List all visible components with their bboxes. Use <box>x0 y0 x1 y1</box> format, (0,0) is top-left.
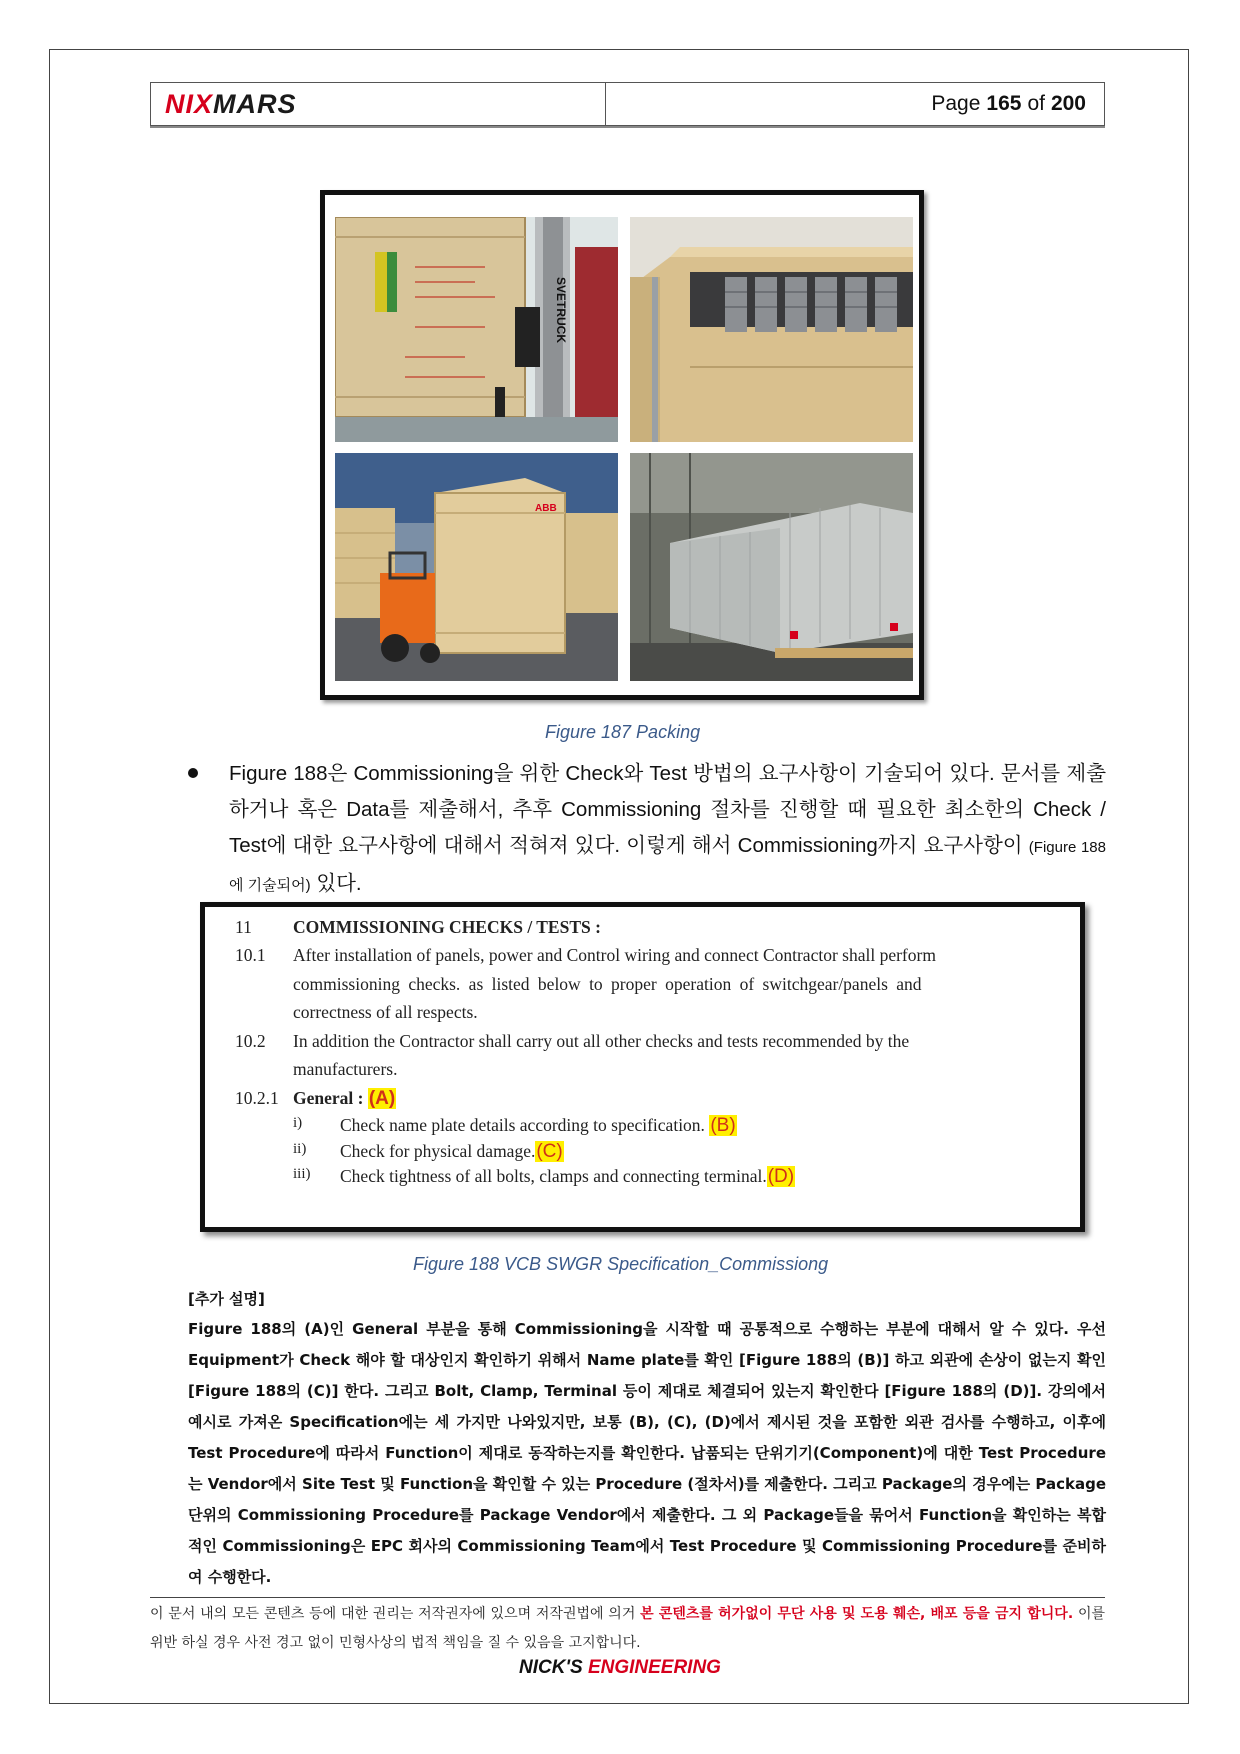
spec-item-ii-text: Check for physical damage. <box>340 1141 536 1161</box>
tag-d: (D) <box>767 1166 795 1187</box>
bullet-tail-text: 있다. <box>316 872 362 895</box>
bullet-main-text: Figure 188은 Commissioning을 위한 Check와 Test 방법의 요구사항이 기술되어 있다. 문서를 제출하거나 혹은 Data를 제출해서, 추후 Commissioning 절차를 진행할 때 필요한 최소한의 Check / Test에 대한 요구사항에 대해서 적혀져 있다. 이렇게 해서 Commissioning까지 요구사항이 <box>229 762 1106 857</box>
spec-10-1-line2: commissioning checks. as listed below to proper operation of switchgear/panels and <box>293 974 922 994</box>
figure-188-spec <box>200 902 1085 1232</box>
header-underline <box>150 126 1105 128</box>
spec-num-10-2-1: 10.2.1 <box>235 1088 279 1108</box>
footer-rule <box>150 1597 1105 1598</box>
truck-label: SVETRUCK <box>554 277 568 344</box>
photo-crate-forklift <box>335 217 618 442</box>
bullet-text <box>229 756 1106 904</box>
footer-nick: NICK'S <box>519 1657 583 1678</box>
notice-part1: 이 문서 내의 모든 콘텐츠 등에 대한 권리는 저작권자에 있으며 저작권법에 의거 <box>150 1606 636 1622</box>
footer-engineering: ENGINEERING <box>587 1657 721 1678</box>
page-prefix: Page <box>931 92 981 115</box>
spec-item-iii <box>340 1166 795 1188</box>
spec-heading: COMMISSIONING CHECKS / TESTS : <box>293 917 601 937</box>
spec-num-i: i) <box>293 1115 303 1131</box>
spec-num-ii: ii) <box>293 1141 307 1157</box>
logo-mars-text: MARS <box>213 88 297 119</box>
page-number <box>606 83 1104 125</box>
spec-item-i-text: Check name plate details according to specification. <box>340 1115 705 1135</box>
bullet-small-text: (Figure 188에 기술되어) <box>229 839 1106 894</box>
spec-general <box>293 1088 396 1110</box>
notice-part2: 이를 위반 하실 경우 사전 경고 없이 민형사상의 법적 책임을 질 수 있음을 고지합니다. <box>150 1606 1105 1651</box>
logo-cell <box>151 83 606 125</box>
spec-general-label: General : <box>293 1088 364 1108</box>
photo-wrapped-crate <box>630 453 913 681</box>
page-total: 200 <box>1050 92 1086 115</box>
spec-num-11: 11 <box>235 917 252 937</box>
spec-item-i <box>340 1115 737 1137</box>
photo-forklift-crate <box>335 453 618 681</box>
page-current: 165 <box>986 92 1022 115</box>
figure-188-caption: Figure 188 VCB SWGR Specification_Commissiong <box>413 1254 829 1274</box>
figure-187-caption: Figure 187 Packing <box>545 722 701 742</box>
spec-10-2-line1: In addition the Contractor shall carry out all other checks and tests recommended by the <box>293 1031 910 1051</box>
logo-nix-text: NIX <box>165 88 214 119</box>
spec-item-iii-text: Check tightness of all bolts, clamps and connecting terminal. <box>340 1166 767 1186</box>
spec-10-1-line1: After installation of panels, power and Control wiring and connect Contractor shall perform <box>293 945 936 965</box>
page-of: of <box>1027 92 1045 115</box>
crate-logo: ABB <box>535 503 557 514</box>
spec-item-ii <box>340 1141 564 1163</box>
bullet-paragraph <box>188 756 1106 904</box>
notice-red: 본 콘텐츠를 허가없이 무단 사용 및 도용 훼손, 배포 등을 금지 합니다. <box>640 1606 1074 1622</box>
spec-num-10-1: 10.1 <box>235 945 266 965</box>
spec-num-10-2: 10.2 <box>235 1031 266 1051</box>
spec-10-2-line2: manufacturers. <box>293 1059 398 1079</box>
tag-b: (B) <box>710 1115 736 1136</box>
footer-brand <box>0 1657 1240 1679</box>
photo-open-crate <box>630 217 913 442</box>
spec-10-1-line3: correctness of all respects. <box>293 1002 478 1022</box>
spec-num-iii: iii) <box>293 1166 311 1182</box>
copyright-notice <box>150 1600 1105 1658</box>
nixmars-logo <box>165 89 297 120</box>
bullet-dot <box>188 768 198 778</box>
tag-c: (C) <box>536 1141 563 1162</box>
tag-a: (A) <box>368 1088 396 1109</box>
extra-title: [추가 설명] <box>188 1290 265 1308</box>
figure-187-photos <box>320 190 924 700</box>
extra-body: Figure 188의 (A)인 General 부분을 통해 Commissioning을 시작할 때 공통적으로 수행하는 부분에 대해서 알 수 있다. 우선 Equipment가 Check 해야 할 대상인지 확인하기 위해서 Name plate를 확인 [Figure 188의 (B)] 하고 외관에 손상이 없는지 확인[Figure 188의 (C)] 한다. 그리고 Bolt, Clamp, Terminal 등이 제대로 체결되어 있는지 확인한다 [Figure 188의 (D)]. 강의에서 예시로 가져온 Specification에는 세 가지만 나와있지만, 보통 (B), (C), (D)에서 제시된 것을 포함한 외관 검사를 수행하고, 이후에 Test Procedure에 따라서 Function이 제대로 동작하는지를 확인한다. 납품되는 단위기기(Component)에 대한 Test Procedure는 Vendor에서 Site Test 및 Function을 확인할 수 있는 Procedure (절차서)를 제출한다. 그리고 Package의 경우에는 Package 단위의 Commissioning Procedure를 Package Vendor에서 제출한다. 그 외 Package들을 묶어서 Function을 확인하는 복합적인 Commissioning은 EPC 회사의 Commissioning Team에서 Test Procedure 및 Commissioning Procedure를 준비하여 수행한다. <box>188 1320 1106 1586</box>
page-header <box>150 82 1105 126</box>
